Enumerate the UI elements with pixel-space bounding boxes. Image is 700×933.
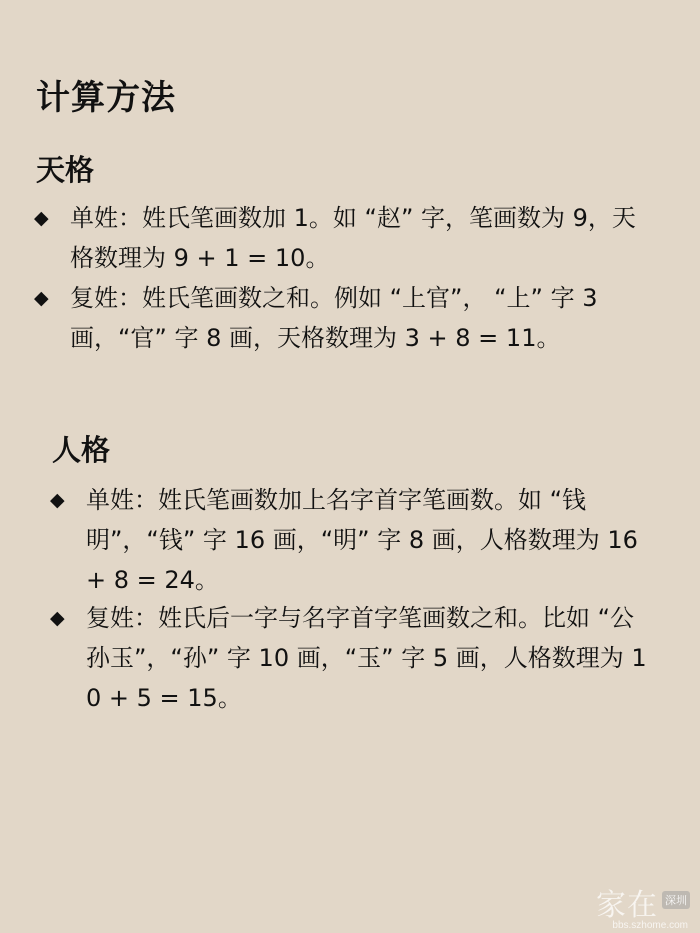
page-title: 计算方法 bbox=[36, 78, 176, 118]
diamond-bullet-icon: ◆ bbox=[50, 489, 65, 511]
list-item bbox=[50, 598, 650, 718]
list-item-text: 单姓：姓氏笔画数加上名字首字笔画数。如 “钱明”，“钱” 字 16 画，“明” 字 8 画，人格数理为 16 + 8 = 24。 bbox=[86, 486, 638, 594]
watermark-text: 家在 bbox=[596, 888, 658, 923]
list-item-text: 复姓：姓氏笔画数之和。例如 “上官”， “上” 字 3 画，“官” 字 8 画，天格数理为 3 + 8 = 11。 bbox=[70, 284, 598, 352]
diamond-bullet-icon: ◆ bbox=[34, 287, 49, 309]
section-heading-tiange: 天格 bbox=[36, 153, 95, 187]
list-item bbox=[34, 198, 646, 278]
diamond-bullet-icon: ◆ bbox=[34, 207, 49, 229]
list-item bbox=[34, 278, 646, 358]
list-item-text: 复姓：姓氏后一字与名字首字笔画数之和。比如 “公孙玉”，“孙” 字 10 画，“玉” 字 5 画，人格数理为 10 + 5 = 15。 bbox=[86, 604, 647, 712]
site-watermark bbox=[596, 888, 690, 931]
section-heading-renge: 人格 bbox=[52, 433, 111, 467]
list-item-text: 单姓：姓氏笔画数加 1。如 “赵” 字，笔画数为 9，天格数理为 9 + 1 = 10。 bbox=[70, 204, 636, 272]
watermark-url: bbs.szhome.com bbox=[612, 920, 688, 931]
watermark-badge: 深圳 bbox=[662, 891, 690, 909]
diamond-bullet-icon: ◆ bbox=[50, 607, 65, 629]
list-item bbox=[50, 480, 650, 600]
